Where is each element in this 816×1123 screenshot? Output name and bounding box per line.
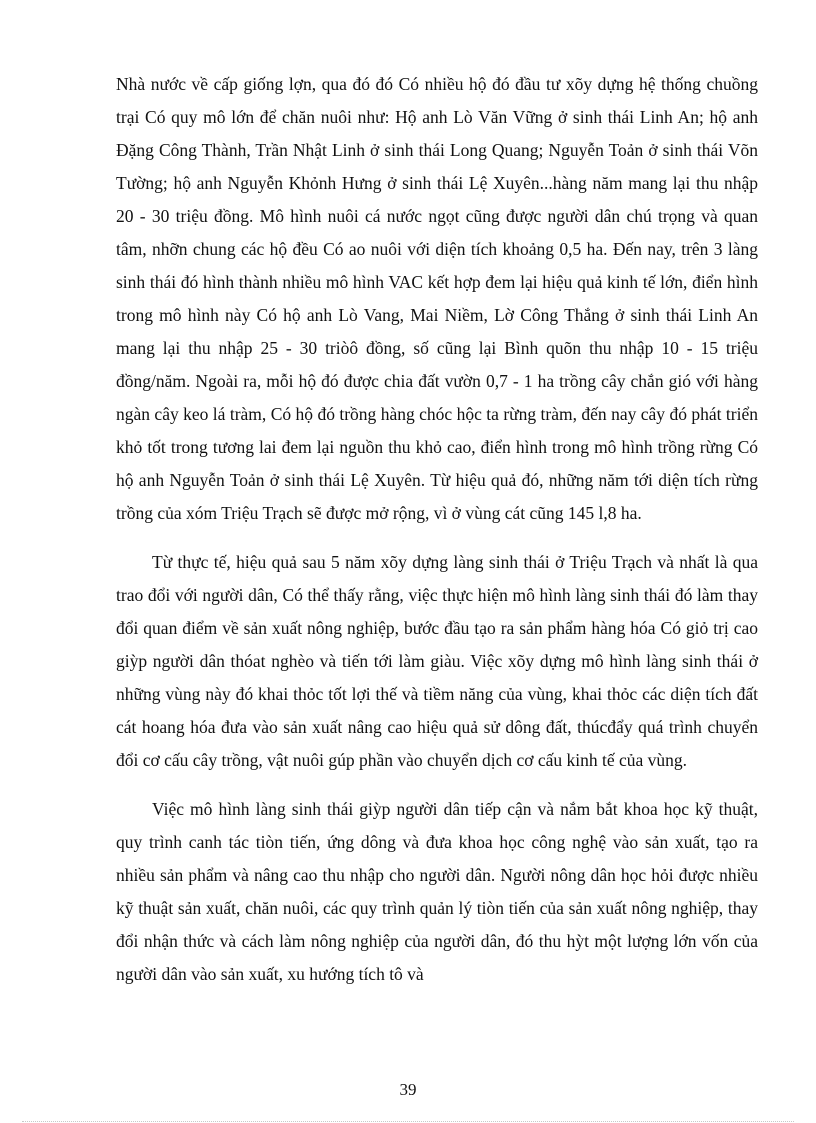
paragraph-3: Việc mô hình làng sinh thái giỳp người dân tiếp cận và nắm bắt khoa học kỹ thuật, quy trình canh tác tiòn tiến, ứng dông và đưa khoa học công nghệ vào sản xuất, tạo ra nhiều sản phẩm và nâng cao thu nhập cho người dân. Người nông dân học hỏi được nhiều kỹ thuật sản xuất, chăn nuôi, các quy trình quản lý tiòn tiến của sản xuất nông nghiệp, thay đổi nhận thức và cách làm nông nghiệp của người dân, đó thu hỳt một lượng lớn vốn của người dân vào sản xuất, xu hướng tích tô và <box>116 799 758 984</box>
page-number: 39 <box>399 1080 417 1099</box>
footer-divider <box>22 1121 794 1122</box>
paragraph-2: Từ thực tế, hiệu quả sau 5 năm xõy dựng làng sinh thái ở Triệu Trạch và nhất là qua trao đổi với người dân, Có thể thấy rằng, việc thực hiện mô hình làng sinh thái đó làm thay đổi quan điểm về sản xuất nông nghiệp, bước đầu tạo ra sản phẩm hàng hóa Có giỏ trị cao giỳp người dân thóat nghèo và tiến tới làm giàu. Việc xõy dựng mô hình làng sinh thái ở những vùng này đó khai thỏc tốt lợi thế và tiềm năng của vùng, khai thỏc các diện tích đất cát hoang hóa đưa vào sản xuất nâng cao hiệu quả sử dông đất, thúcđẩy quá trình chuyển đổi cơ cấu cây trồng, vật nuôi gúp phần vào chuyển dịch cơ cấu kinh tế của vùng. <box>116 552 758 770</box>
paragraph-gap <box>116 530 758 546</box>
paragraph-gap <box>116 777 758 793</box>
paragraph-1: Nhà nước về cấp giống lợn, qua đó đó Có nhiều hộ đó đầu tư xõy dựng hệ thống chuồng trại Có quy mô lớn để chăn nuôi như: Hộ anh Lò Văn Vững ở sinh thái Linh An; hộ anh Đặng Công Thành, Trần Nhật Linh ở sinh thái Long Quang; Nguyễn Toản ở sinh thái Võn Tường; hộ anh Nguyễn Khỏnh Hưng ở sinh thái Lệ Xuyên...hàng năm mang lại thu nhập 20 - 30 triệu đồng. Mô hình nuôi cá nước ngọt cũng được người dân chú trọng và quan tâm, nhỡn chung các hộ đều Có ao nuôi với diện tích khoảng 0,5 ha. Đến nay, trên 3 làng sinh thái đó hình thành nhiều mô hình VAC kết hợp đem lại hiệu quả kinh tế lớn, điển hình trong mô hình này Có hộ anh Lò Vang, Mai Niềm, Lờ Công Thắng ở sinh thái Linh An mang lại thu nhập 25 - 30 triòô đồng, số cũng lại Bình quõn thu nhập 10 - 15 triệu đồng/năm. Ngoài ra, mỗi hộ đó được chia đất vườn 0,7 - 1 ha trồng cây chắn gió với hàng ngàn cây keo lá tràm, Có hộ đó trồng hàng chóc hộc ta rừng tràm, đến nay cây đó phát triển khỏ tốt trong tương lai đem lại nguồn thu khỏ cao, điển hình trong mô hình trồng rừng Có hộ anh Nguyễn Toản ở sinh thái Lệ Xuyên. Từ hiệu quả đó, những năm tới diện tích rừng trồng của xóm Triệu Trạch sẽ được mở rộng, vì ở vùng cát cũng 145 l,8 ha. <box>116 74 758 523</box>
body-text <box>116 68 758 991</box>
